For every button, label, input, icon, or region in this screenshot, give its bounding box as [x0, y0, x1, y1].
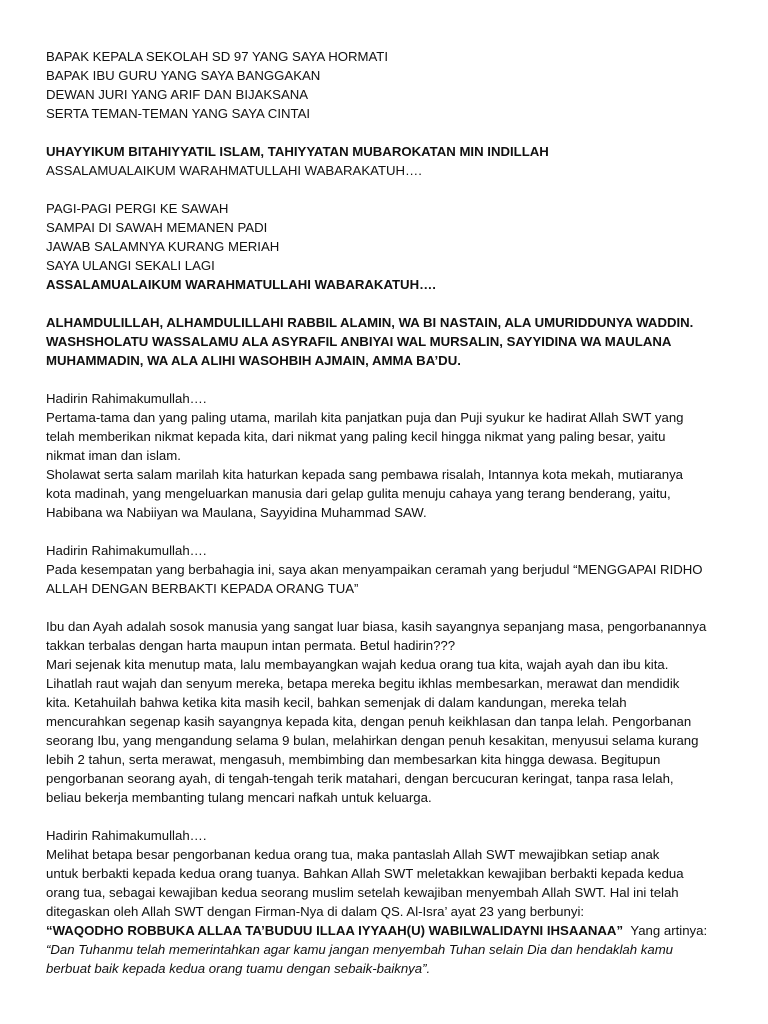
opening-prayer-line: WASHSHOLATU WASSALAMU ALA ASYRAFIL ANBIYAI WAL MURSALIN, SAYYIDINA WA MAULANA [46, 334, 672, 349]
paragraph-line: lebih 2 tahun, serta merawat, mengasuh, membimbing dan membesarkan kita hingga dewasa. Begitupun [46, 752, 661, 767]
paragraph-line: kita. Ketahuilah bahwa ketika kita masih kecil, bahkan semenjak di dalam kandungan, mereka telah [46, 695, 627, 710]
pantun-line: PAGI-PAGI PERGI KE SAWAH [46, 201, 229, 216]
paragraph-line: Habibana wa Nabiiyan wa Maulana, Sayyidina Muhammad SAW. [46, 505, 427, 520]
greeting-line: BAPAK IBU GURU YANG SAYA BANGGAKAN [46, 68, 321, 83]
pantun-line: JAWAB SALAMNYA KURANG MERIAH [46, 239, 280, 254]
paragraph-line: beliau bekerja membanting tulang mencari nafkah untuk keluarga. [46, 790, 432, 805]
verse-translation-line: “Dan Tuhanmu telah memerintahkan agar kamu jangan menyembah Tuhan selain Dia dan hendaklah kamu [46, 942, 674, 957]
verse-translation-line: berbuat baik kepada kedua orang tuamu dengan sebaik-baiknya”. [46, 961, 431, 976]
paragraph-line: untuk berbakti kepada kedua orang tuanya. Bahkan Allah SWT meletakkan kewajiban berbakti kepada kedua [46, 866, 684, 881]
section-1 [46, 389, 738, 522]
paragraph-line: Pertama-tama dan yang paling utama, marilah kita panjatkan puja dan Puji syukur ke hadirat Allah SWT yang [46, 410, 684, 425]
audience-address: Hadirin Rahimakumullah…. [46, 391, 207, 406]
salam-assalam: ASSALAMUALAIKUM WARAHMATULLAHI WABARAKATUH…. [46, 163, 422, 178]
greetings-block [46, 47, 738, 123]
opening-prayer-line: MUHAMMADIN, WA ALA ALIHI WASOHBIH AJMAIN, AMMA BA’DU. [46, 353, 461, 368]
section-4 [46, 826, 738, 978]
audience-address: Hadirin Rahimakumullah…. [46, 828, 207, 843]
paragraph-line: orang tua, sebagai kewajiban kedua seorang muslim setelah kewajiban menyembah Allah SWT. Hal ini telah [46, 885, 679, 900]
salam-block [46, 142, 738, 180]
paragraph-line: telah memberikan nikmat kepada kita, dari nikmat yang paling kecil hingga nikmat yang paling besar, yaitu [46, 429, 666, 444]
paragraph-line: Pada kesempatan yang berbahagia ini, saya akan menyampaikan ceramah yang berjudul “MENGGAPAI RIDHO [46, 562, 703, 577]
section-3 [46, 617, 738, 807]
greeting-line: SERTA TEMAN-TEMAN YANG SAYA CINTAI [46, 106, 311, 121]
pantun-line: SAMPAI DI SAWAH MEMANEN PADI [46, 220, 268, 235]
greeting-line: BAPAK KEPALA SEKOLAH SD 97 YANG SAYA HORMATI [46, 49, 389, 64]
verse-arabic: “WAQODHO ROBBUKA ALLAA TA’BUDUU ILLAA IYYAAH(U) WABILWALIDAYNI IHSAANAA” [46, 923, 624, 938]
paragraph-line: Mari sejenak kita menutup mata, lalu membayangkan wajah kedua orang tua kita, wajah ayah dan ibu kita. [46, 657, 669, 672]
pantun-block [46, 199, 738, 294]
paragraph-line: Lihatlah raut wajah dan senyum mereka, betapa mereka begitu ikhlas membesarkan, merawat dan mendidik [46, 676, 680, 691]
opening-prayer-line: ALHAMDULILLAH, ALHAMDULILLAHI RABBIL ALAMIN, WA BI NASTAIN, ALA UMURIDDUNYA WADDIN. [46, 315, 694, 330]
paragraph-line: ALLAH DENGAN BERBAKTI KEPADA ORANG TUA” [46, 581, 359, 596]
verse-line [46, 921, 738, 940]
pantun-closing: ASSALAMUALAIKUM WARAHMATULLAHI WABARAKATUH…. [46, 277, 436, 292]
pantun-line: SAYA ULANGI SEKALI LAGI [46, 258, 215, 273]
salam-arabic: UHAYYIKUM BITAHIYYATIL ISLAM, TAHIYYATAN MUBAROKATAN MIN INDILLAH [46, 144, 549, 159]
paragraph-line: Sholawat serta salam marilah kita haturkan kepada sang pembawa risalah, Intannya kota mekah, mutiaranya [46, 467, 684, 482]
paragraph-line: pengorbanan seorang ayah, di tengah-tengah terik matahari, dengan bercucuran keringat, tanpa rasa lelah, [46, 771, 674, 786]
paragraph-line: Ibu dan Ayah adalah sosok manusia yang sangat luar biasa, kasih sayangnya sepanjang masa, pengorbanannya [46, 619, 707, 634]
audience-address: Hadirin Rahimakumullah…. [46, 543, 207, 558]
paragraph-line: nikmat iman dan islam. [46, 448, 181, 463]
paragraph-line: takkan terbalas dengan harta maupun intan permata. Betul hadirin??? [46, 638, 456, 653]
opening-prayer-block [46, 313, 738, 370]
paragraph-line: mencurahkan segenap kasih sayangnya kepada kita, dengan penuh keikhlasan dan tanpa lelah. Pengorbanan [46, 714, 692, 729]
paragraph-line: Melihat betapa besar pengorbanan kedua orang tua, maka pantaslah Allah SWT mewajibkan setiap anak [46, 847, 660, 862]
verse-meaning-label: Yang artinya: [630, 923, 708, 938]
paragraph-line: seorang Ibu, yang mengandung selama 9 bulan, melahirkan dengan penuh kesakitan, menyusui selama kurang [46, 733, 699, 748]
paragraph-line: ditegaskan oleh Allah SWT dengan Firman-Nya di dalam QS. Al-Isra’ ayat 23 yang berbunyi: [46, 904, 585, 919]
greeting-line: DEWAN JURI YANG ARIF DAN BIJAKSANA [46, 87, 309, 102]
section-2 [46, 541, 738, 598]
paragraph-line: kota madinah, yang mengeluarkan manusia dari gelap gulita menuju cahaya yang terang benderang, yaitu, [46, 486, 671, 501]
